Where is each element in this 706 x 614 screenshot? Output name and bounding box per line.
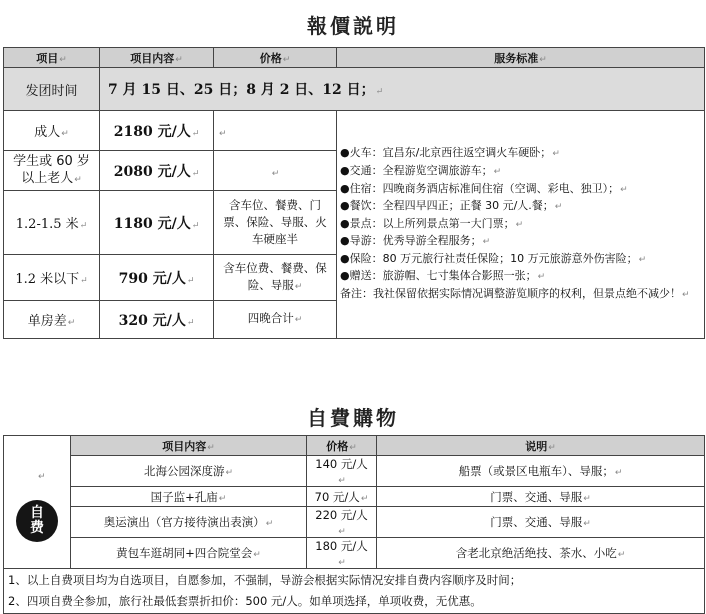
row-price-single-room: 320 元/人↵	[100, 301, 214, 339]
row-price-student: 2080 元/人↵	[100, 151, 214, 191]
row-note-single-room: 四晚合计↵	[214, 301, 337, 339]
row-price-adult: 2180 元/人↵	[100, 111, 214, 151]
row-price-child-short: 790 元/人↵	[100, 255, 214, 301]
row-label-adult: 成人↵	[4, 111, 100, 151]
shop-item: 北海公园深度游↵	[71, 456, 307, 487]
shop-price: 220 元/人↵	[307, 507, 377, 538]
row-price-child-tall: 1180 元/人↵	[100, 191, 214, 255]
row-label-child-tall: 1.2-1.5 米↵	[4, 191, 100, 255]
service-line: ●赠送：旅游帽、七寸集体合影照一张；↵	[340, 269, 546, 283]
shop-header-content: 项目内容↵	[71, 436, 307, 456]
shop-price: 180 元/人↵	[307, 538, 377, 569]
quote-table	[3, 47, 705, 339]
badge-cell: ↵ 自 费	[4, 436, 71, 569]
service-line: ●导游：优秀导游全程服务；↵	[340, 234, 491, 248]
service-line: ●火车：宜昌东/北京西往返空调火车硬卧；↵	[340, 146, 560, 160]
quote-title: 報價説明	[307, 14, 399, 38]
shop-header-desc: 说明↵	[377, 436, 705, 456]
header-price: 价格↵	[214, 48, 337, 68]
shop-header-price: 价格↵	[307, 436, 377, 456]
row-label-student: 学生或 60 岁以上老人↵	[4, 151, 100, 191]
shop-desc: 船票（或景区电瓶车）、导服；↵	[377, 456, 705, 487]
shopping-title: 自費購物	[307, 406, 399, 430]
departure-dates: 7 月 15 日、25 日；8 月 2 日、12 日；↵	[100, 68, 705, 111]
shop-item: 奥运演出（官方接待演出表演）↵	[71, 507, 307, 538]
shopping-table	[3, 435, 705, 614]
header-item: 项目↵	[4, 48, 100, 68]
shopping-note: 1、以上自费项目均为自选项目，自愿参加，不强制，导游会根据实际情况安排自费内容顺序及时间；	[8, 573, 522, 587]
shop-item: 黄包车逛胡同+四合院堂会↵	[71, 538, 307, 569]
self-pay-badge-icon: 自 费	[16, 500, 58, 542]
row-note-child-tall: 含车位、餐费、门票、保险、导服、火车硬座半	[214, 191, 337, 255]
shopping-notes	[4, 569, 705, 614]
service-line: ●保险：80 万元旅行社责任保险；10 万元旅游意外伤害险；↵	[340, 251, 647, 265]
header-service: 服务标准↵	[337, 48, 705, 68]
service-line: ●住宿：四晚商务酒店标准间住宿（空调、彩电、独卫）；↵	[340, 181, 628, 195]
shop-desc: 门票、交通、导服↵	[377, 507, 705, 538]
row-label-child-short: 1.2 米以下↵	[4, 255, 100, 301]
row-label-single-room: 单房差↵	[4, 301, 100, 339]
shop-price: 70 元/人↵	[307, 487, 377, 507]
shopping-note: 2、四项自费全参加，旅行社最低套票折扣价：500 元/人。如单项选择，单项收费，无优惠。	[8, 594, 482, 608]
service-line: ●交通：全程游览空调旅游车；↵	[340, 163, 502, 177]
service-line: ●餐饮：全程四早四正；正餐 30 元/人.餐；↵	[340, 199, 563, 213]
row-note-student: ↵	[214, 151, 337, 191]
departure-label: 发团时间	[4, 68, 100, 111]
shop-desc: 门票、交通、导服↵	[377, 487, 705, 507]
shop-desc: 含老北京绝活绝技、茶水、小吃↵	[377, 538, 705, 569]
service-line: ●景点：以上所列景点第一大门票；↵	[340, 216, 524, 230]
shop-item: 国子监+孔庙↵	[71, 487, 307, 507]
service-standards	[337, 111, 705, 339]
shop-price: 140 元/人↵	[307, 456, 377, 487]
header-content: 项目内容↵	[100, 48, 214, 68]
service-note: 备注：我社保留依据实际情况调整游览顺序的权利，但景点绝不减少！↵	[340, 287, 690, 301]
row-note-adult: ↵	[214, 111, 337, 151]
row-note-child-short: 含车位费、餐费、保险、导服↵	[214, 255, 337, 301]
